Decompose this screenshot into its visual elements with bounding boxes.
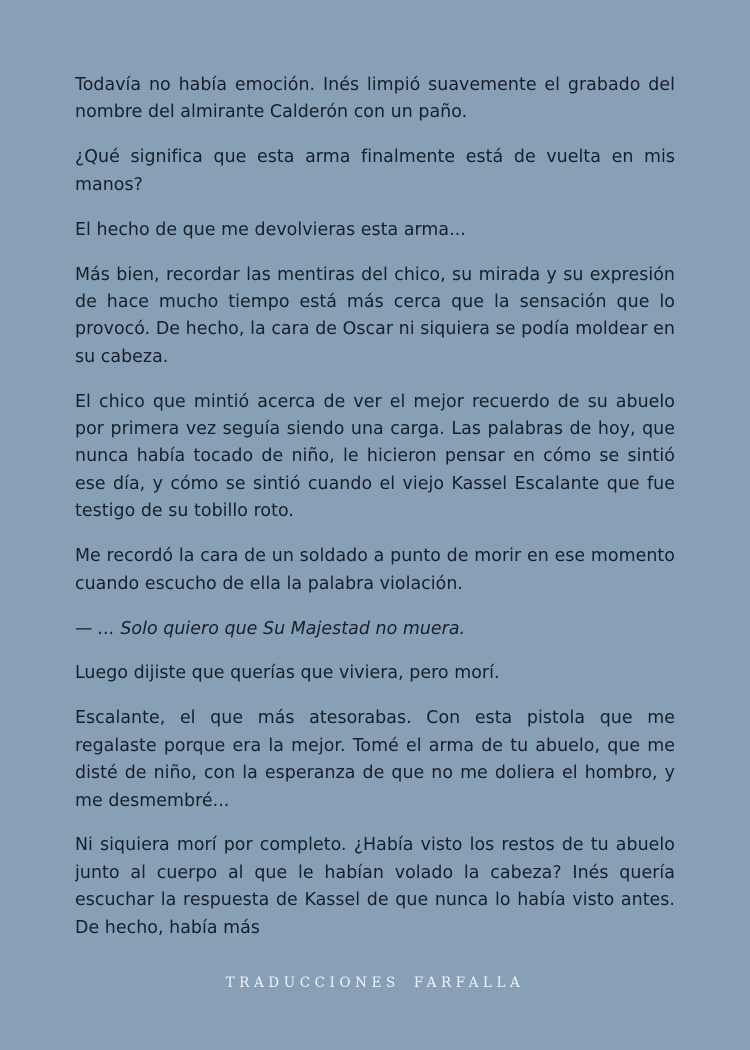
paragraph: Escalante, el que más atesorabas. Con esta pistola que me regalaste porque era la mejor. Tomé el arma de tu abuelo, que me disté de niño, con la esperanza de que no me doliera el hombro, y me desmembré... <box>75 708 675 811</box>
paragraph: Luego dijiste que querías que viviera, pero morí. <box>75 663 500 684</box>
paragraph: Ni siquiera morí por completo. ¿Había visto los restos de tu abuelo junto al cuerpo al que le habían volado la cabeza? Inés quería escuchar la respuesta de Kassel de que nunca lo había visto antes. De hecho, había más <box>75 835 675 938</box>
footer-credit <box>0 975 750 991</box>
paragraph: Me recordó la cara de un soldado a punto de morir en ese momento cuando escucho de ella la palabra violación. <box>75 546 675 594</box>
page-body <box>75 72 675 962</box>
paragraph: Todavía no había emoción. Inés limpió suavemente el grabado del nombre del almirante Calderón con un paño. <box>75 75 675 123</box>
paragraph: ¿Qué significa que esta arma finalmente está de vuelta en mis manos? <box>75 147 675 195</box>
footer-credit-left: TRADUCCIONES <box>225 975 400 991</box>
footer-credit-right: FARFALLA <box>413 975 525 991</box>
paragraph: Más bien, recordar las mentiras del chico, su mirada y su expresión de hace mucho tiempo está más cerca que la sensación que lo provocó. De hecho, la cara de Oscar ni siquiera se podía moldear en su cabeza. <box>75 264 675 367</box>
paragraph: El hecho de que me devolvieras esta arma... <box>75 219 466 240</box>
paragraph: El chico que mintió acerca de ver el mejor recuerdo de su abuelo por primera vez seguía siendo una carga. Las palabras de hoy, que nunca había tocado de niño, le hicieron pensar en cómo se sintió ese día, y cómo se sintió cuando el viejo Kassel Escalante que fue testigo de su tobillo roto. <box>75 391 675 522</box>
dialogue-line: — ... Solo quiero que Su Majestad no muera. <box>75 618 466 639</box>
